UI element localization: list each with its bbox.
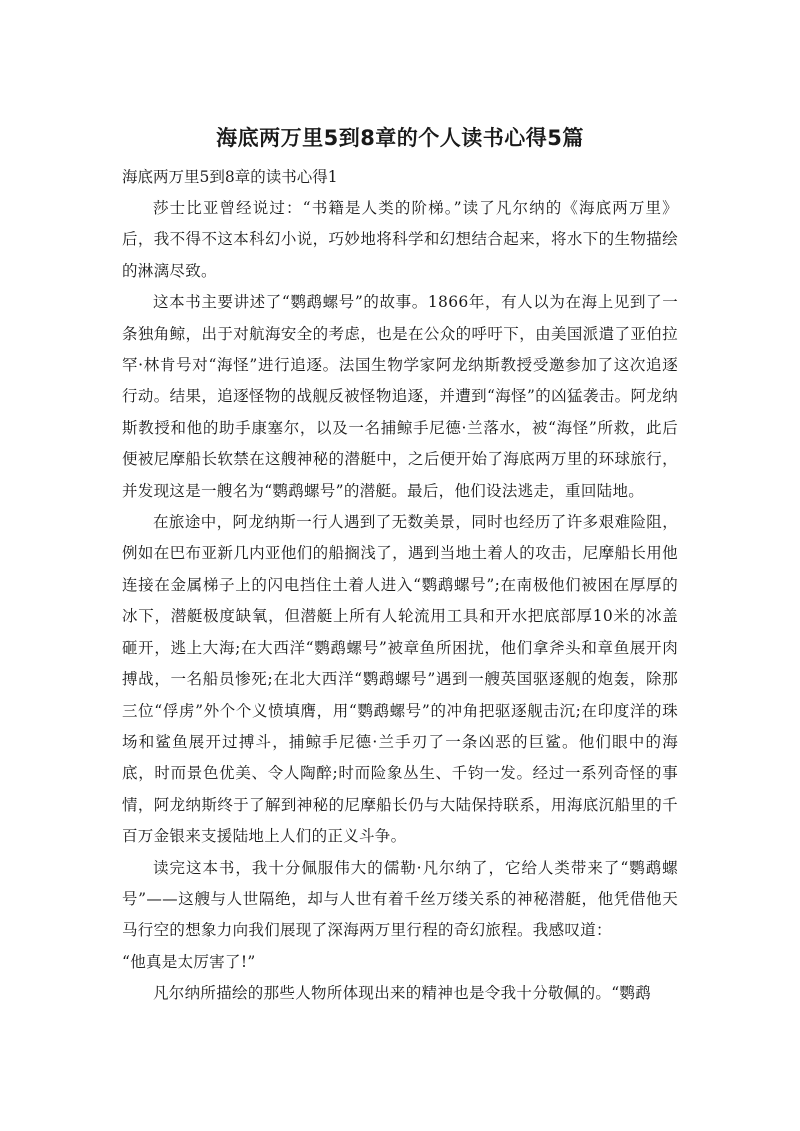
section-heading: 海底两万里5到8章的读书心得1 xyxy=(122,168,338,186)
paragraph-4: 读完这本书，我十分佩服伟大的儒勒·凡尔纳了，它给人类带来了“鹦鹉螺号”——这艘与人世隔绝，却与人世有着千丝万缕关系的神秘潜艇，他凭借他天马行空的想象力向我们展现了深海两万里行程的奇幻旅程。我感叹道： xyxy=(122,858,678,940)
quote-line: “他真是太厉害了!” xyxy=(122,952,256,971)
paragraph-3: 在旅途中，阿龙纳斯一行人遇到了无数美景，同时也经历了许多艰难险阻，例如在巴布亚新几内亚他们的船搁浅了，遇到当地土着人的攻击，尼摩船长用他连接在金属梯子上的闪电挡住土着人进入“鹦鹉螺号”;在南极他们被困在厚厚的冰下，潜艇极度缺氧，但潜艇上所有人轮流用工具和开水把底部厚10米的冰盖砸开，逃上大海;在大西洋“鹦鹉螺号”被章鱼所困扰，他们拿斧头和章鱼展开肉搏战，一名船员惨死;在北大西洋“鹦鹉螺号”遇到一艘英国驱逐舰的炮轰，除那三位“俘虏”外个个义愤填膺，用“鹦鹉螺号”的冲角把驱逐舰击沉;在印度洋的珠场和鲨鱼展开过搏斗，捕鲸手尼德·兰手刃了一条凶恶的巨鲨。他们眼中的海底，时而景色优美、令人陶醉;时而险象丛生、千钧一发。经过一系列奇怪的事情，阿龙纳斯终于了解到神秘的尼摩船长仍与大陆保持联系，用海底沉船里的千百万金银来支援陆地上人们的正义斗争。 xyxy=(122,513,678,846)
paragraph-5: 凡尔纳所描绘的那些人物所体现出来的精神也是令我十分敬佩的。“鹦鹉 xyxy=(153,984,652,1003)
paragraph-2: 这本书主要讲述了“鹦鹉螺号”的故事。1866年，有人以为在海上见到了一条独角鲸，出于对航海安全的考虑，也是在公众的呼吁下，由美国派遣了亚伯拉罕·林肯号对“海怪”进行追逐。法国生物学家阿龙纳斯教授受邀参加了这次追逐行动。结果，追逐怪物的战舰反被怪物追逐，并遭到“海怪”的凶猛袭击。阿龙纳斯教授和他的助手康塞尔，以及一名捕鲸手尼德·兰落水，被“海怪”所救，此后便被尼摩船长软禁在这艘神秘的潜艇中，之后便开始了海底两万里的环球旅行，并发现这是一艘名为“鹦鹉螺号”的潜艇。最后，他们设法逃走，重回陆地。 xyxy=(122,293,678,500)
paragraph-1: 莎士比亚曾经说过：“书籍是人类的阶梯。”读了凡尔纳的《海底两万里》后，我不得不这本科幻小说，巧妙地将科学和幻想结合起来，将水下的生物描绘的淋漓尽致。 xyxy=(122,199,678,280)
document-title: 海底两万里5到8章的个人读书心得5篇 xyxy=(216,126,584,150)
